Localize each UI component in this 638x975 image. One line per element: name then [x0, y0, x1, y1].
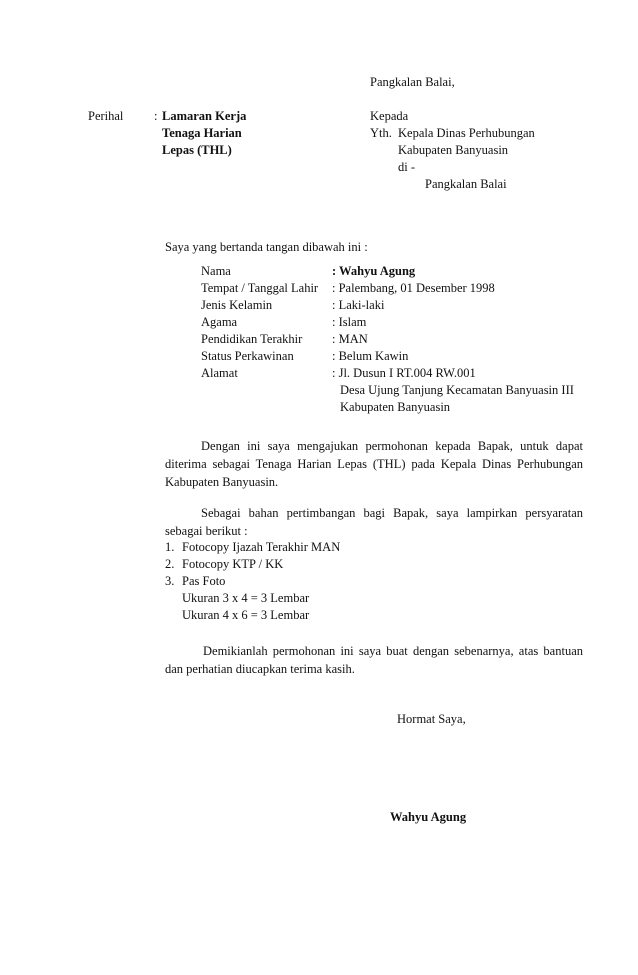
attachment-item-3: Pas Foto [182, 574, 226, 588]
place-date: Pangkalan Balai, [370, 75, 455, 89]
bio-label-ttl: Tempat / Tanggal Lahir [201, 281, 319, 295]
attachment-item-1: Fotocopy Ijazah Terakhir MAN [182, 540, 341, 554]
attachment-num-1: 1. [165, 540, 175, 554]
bio-value-status: : Belum Kawin [332, 349, 409, 363]
bio-value-ttl: : Palembang, 01 Desember 1998 [332, 281, 495, 295]
perihal-line-1: Lamaran Kerja [162, 109, 247, 123]
closing-line-1: Demikianlah permohonan ini saya buat dengan sebenarnya, atas bantuan [203, 644, 583, 658]
closing-line-2: dan perhatian diucapkan terima kasih. [165, 662, 355, 676]
intro-text: Saya yang bertanda tangan dibawah ini : [165, 240, 368, 254]
bio-label-alamat: Alamat [201, 366, 238, 380]
bio-label-pendidikan: Pendidikan Terakhir [201, 332, 303, 346]
bio-label-agama: Agama [201, 315, 238, 329]
perihal-label: Perihal [88, 109, 124, 123]
bio-value-pendidikan: : MAN [332, 332, 368, 346]
bio-value-jenis-kelamin: : Laki-laki [332, 298, 385, 312]
perihal-colon: : [154, 109, 158, 123]
bio-value-alamat: : Jl. Dusun I RT.004 RW.001 [332, 366, 476, 380]
recipient-line-1: Kepala Dinas Perhubungan [398, 126, 535, 140]
attachment-num-2: 2. [165, 557, 175, 571]
recipient-kepada: Kepada [370, 109, 409, 123]
bio-value-nama: : Wahyu Agung [332, 264, 416, 278]
recipient-line-2: Kabupaten Banyuasin [398, 143, 509, 157]
signature-greeting: Hormat Saya, [397, 712, 466, 726]
recipient-line-3: di - [398, 160, 416, 174]
bio-value-agama: : Islam [332, 315, 367, 329]
paragraph1-line-1: Dengan ini saya mengajukan permohonan kepada Bapak, untuk dapat [201, 439, 583, 453]
signature-name: Wahyu Agung [390, 810, 467, 824]
bio-label-status: Status Perkawinan [201, 349, 294, 363]
perihal-line-2: Tenaga Harian [162, 126, 242, 140]
photo-size-1: Ukuran 3 x 4 = 3 Lembar [182, 591, 310, 605]
attachment-item-2: Fotocopy KTP / KK [182, 557, 284, 571]
address-continuation-1: Desa Ujung Tanjung Kecamatan Banyuasin III [340, 383, 574, 397]
recipient-yth: Yth. [370, 126, 392, 140]
paragraph1-line-2: diterima sebagai Tenaga Harian Lepas (THL) pada Kepala Dinas Perhubungan [165, 457, 583, 471]
paragraph2-line-1: Sebagai bahan pertimbangan bagi Bapak, saya lampirkan persyaratan [201, 506, 583, 520]
paragraph2-line-2: sebagai berikut : [165, 524, 248, 538]
bio-label-nama: Nama [201, 264, 231, 278]
perihal-line-3: Lepas (THL) [162, 143, 232, 157]
address-continuation-2: Kabupaten Banyuasin [340, 400, 451, 414]
photo-size-2: Ukuran 4 x 6 = 3 Lembar [182, 608, 310, 622]
recipient-line-4: Pangkalan Balai [425, 177, 507, 191]
paragraph1-line-3: Kabupaten Banyuasin. [165, 475, 279, 489]
bio-label-jenis-kelamin: Jenis Kelamin [201, 298, 273, 312]
attachment-num-3: 3. [165, 574, 175, 588]
